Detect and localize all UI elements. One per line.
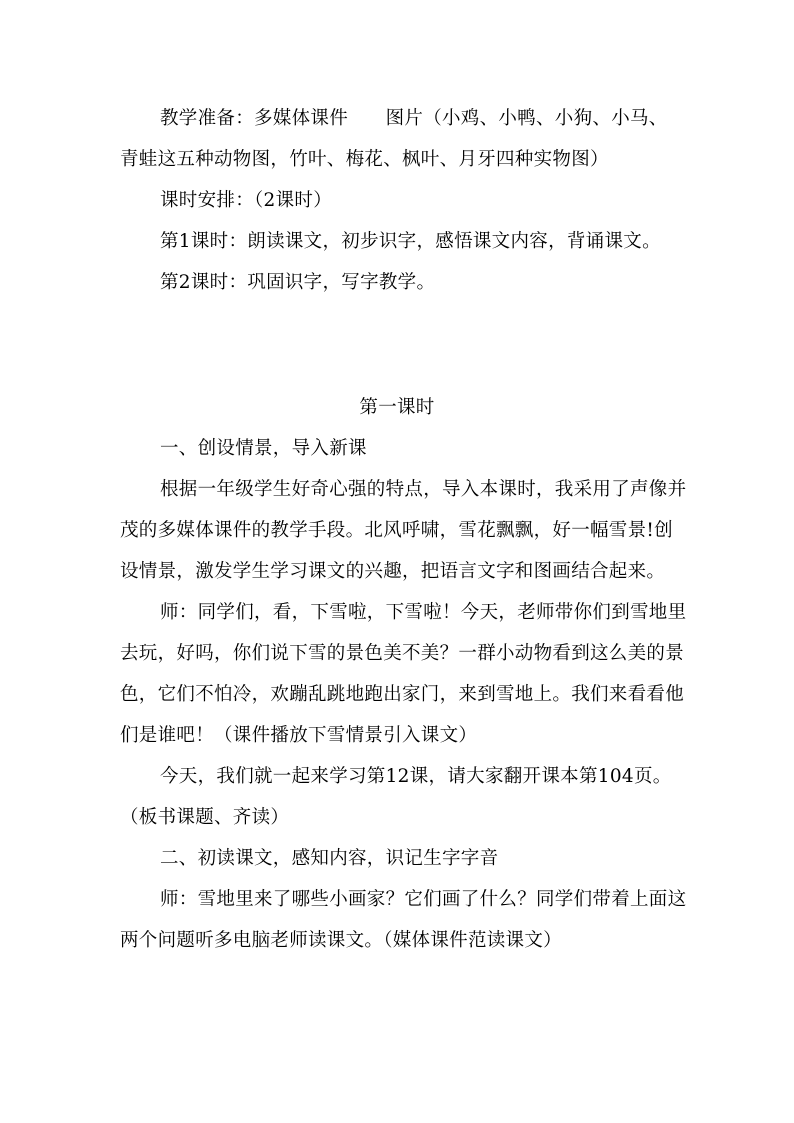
heading-two: 二、初读课文，感知内容，识记生字字音 — [160, 848, 499, 869]
prep-line-2: 青蛙这五种动物图，竹叶、梅花、枫叶、月牙四种实物图） — [120, 149, 609, 170]
heading-one: 一、创设情景，导入新课 — [160, 438, 367, 459]
paragraph-line: 设情景，激发学生学习课文的兴趣，把语言文字和图画结合起来。 — [120, 561, 666, 582]
paragraph-line: 茂的多媒体课件的教学手段。北风呼啸，雪花飘飘，好一幅雪景!创 — [120, 520, 673, 541]
prep-line-1: 教学准备：多媒体课件 图片（小鸡、小鸭、小狗、小马、 — [160, 108, 668, 129]
section-title: 第一课时 — [359, 397, 435, 418]
paragraph-line: 两个问题听多电脑老师读课文。（媒体课件范读课文） — [120, 930, 562, 951]
paragraph-line: （板书课题、齐读） — [120, 807, 290, 828]
lesson-2-line: 第2课时：巩固识字，写字教学。 — [160, 272, 436, 293]
lesson-1-line: 第1课时：朗读课文，初步识字，感悟课文内容，背诵课文。 — [160, 231, 661, 252]
paragraph-line: 今天，我们就一起来学习第12课，请大家翻开课本第104页。 — [160, 766, 672, 787]
paragraph-line: 们是谁吧！（课件播放下雪情景引入课文） — [120, 725, 478, 746]
paragraph-line: 去玩，好吗，你们说下雪的景色美不美？一群小动物看到这么美的景 — [120, 643, 685, 664]
paragraph-line: 师：雪地里来了哪些小画家？它们画了什么？同学们带着上面这 — [160, 889, 687, 910]
paragraph-line: 师：同学们，看，下雪啦，下雪啦！今天，老师带你们到雪地里 — [160, 602, 687, 623]
paragraph-line: 根据一年级学生好奇心强的特点，导入本课时，我采用了声像并 — [160, 479, 687, 500]
paragraph-line: 色，它们不怕冷，欢蹦乱跳地跑出家门，来到雪地上。我们来看看他 — [120, 684, 685, 705]
schedule-line: 课时安排：（2课时） — [160, 190, 333, 211]
